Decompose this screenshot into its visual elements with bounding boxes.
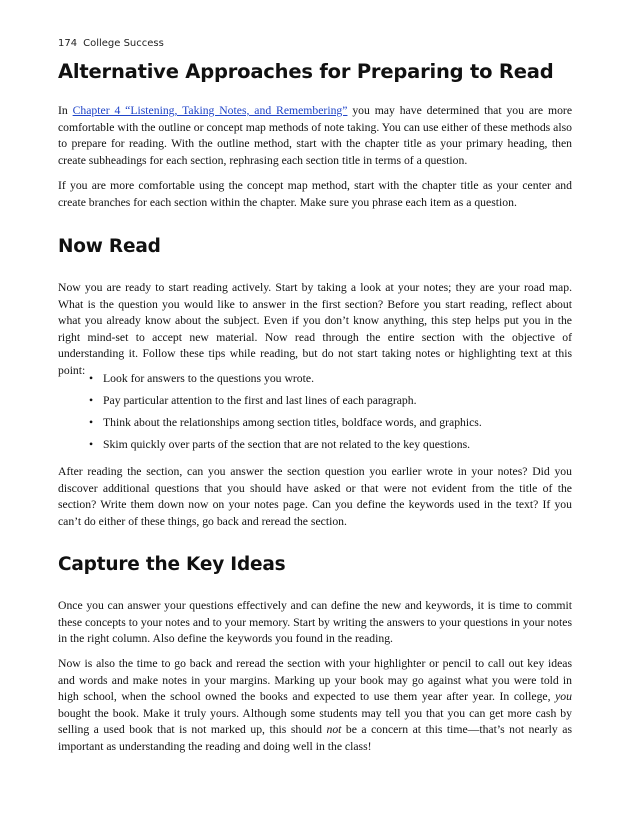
bullet-icon: •: [89, 394, 94, 407]
alt-paragraph-2: If you are more comfortable using the concept map method, start with the chapter title as your center and create branches for each section within the chapter. Make sure you phrase each item as a question.: [58, 179, 572, 209]
list-item-text: Skim quickly over parts of the section that are not related to the key questions.: [103, 438, 471, 451]
list-item: [89, 437, 559, 459]
alt-paragraph-1: [58, 103, 572, 169]
section-heading-capture-key-ideas: Capture the Key Ideas: [58, 554, 286, 575]
emphasis-not: not: [326, 723, 342, 737]
capture-paragraph-2: [58, 656, 572, 756]
running-header: [58, 38, 164, 49]
bullet-icon: •: [89, 438, 94, 451]
alt-paragraph-1-intro: In: [58, 104, 73, 117]
list-item-text: Think about the relationships among section titles, boldface words, and graphics.: [103, 416, 482, 429]
list-item: [89, 393, 559, 415]
list-item-text: Pay particular attention to the first and last lines of each paragraph.: [103, 394, 417, 407]
read-paragraph-1: Now you are ready to start reading actively. Start by taking a look at your notes; they are your road map. What is the question you would like to answer in the first section? Before you start reading, reflect about what you already know about the subject. Even if you don’t know anything, this step helps put you in the right mind-set to accept new material. Now read through the entire section with the objective of understanding it. Follow these tips while reading, but do not start taking notes or highlighting text at this point:: [58, 281, 572, 377]
bullet-icon: •: [89, 416, 94, 429]
capture-paragraph-1: Once you can answer your questions effectively and can define the new and keywords, it is time to commit these concepts to your notes and to your memory. Start by writing the answers to your questions in your notes in the right column. Also define the keywords you found in the reading.: [58, 599, 572, 646]
read-paragraph-2: After reading the section, can you answer the section question you earlier wrote in your notes? Did you discover additional questions that you should have asked or that were not evident from the title of the section? Write them down now on your notes page. Can you define the keywords used in the text? If you can’t do either of these things, go back and reread the section.: [58, 465, 572, 528]
bullet-icon: •: [89, 372, 94, 385]
list-item: [89, 371, 559, 393]
capture-paragraph-2-part-c: be a concern at this time—that’s not nearly as important as understanding the reading and doing well in the class!: [58, 723, 572, 753]
alt-paragraph-1-rest: you may have determined that you are more comfortable with the outline or concept map methods of note taking. You can use either of these methods also to prepare for reading. With the outline method, start with the chapter title as your primary heading, then create subheadings for each section, rephrasing each section title in terms of a question.: [58, 104, 573, 167]
capture-paragraph-2-part-a: Now is also the time to go back and reread the section with your highlighter or pencil to call out key ideas and words and make notes in your margins. Marking up your book may go against what you were told in high school, when the school owned the books and expected to use them year after year. In college,: [58, 657, 572, 704]
list-item: [89, 415, 559, 437]
emphasis-you: you: [555, 690, 572, 704]
book-title: College Success: [83, 38, 164, 49]
section-heading-now-read: Now Read: [58, 236, 161, 257]
list-item-text: Look for answers to the questions you wrote.: [103, 372, 314, 385]
reading-tips-list: [89, 371, 559, 459]
page-number: 174: [58, 38, 78, 49]
section-heading-alternative-approaches: Alternative Approaches for Preparing to Read: [58, 60, 554, 83]
chapter-4-link[interactable]: Chapter 4 “Listening, Taking Notes, and Remembering”: [72, 104, 348, 117]
capture-paragraph-2-part-b: bought the book. Make it truly yours. Although some students may tell you that you can get more cash by selling a used book that is not marked up, this should: [58, 706, 572, 737]
